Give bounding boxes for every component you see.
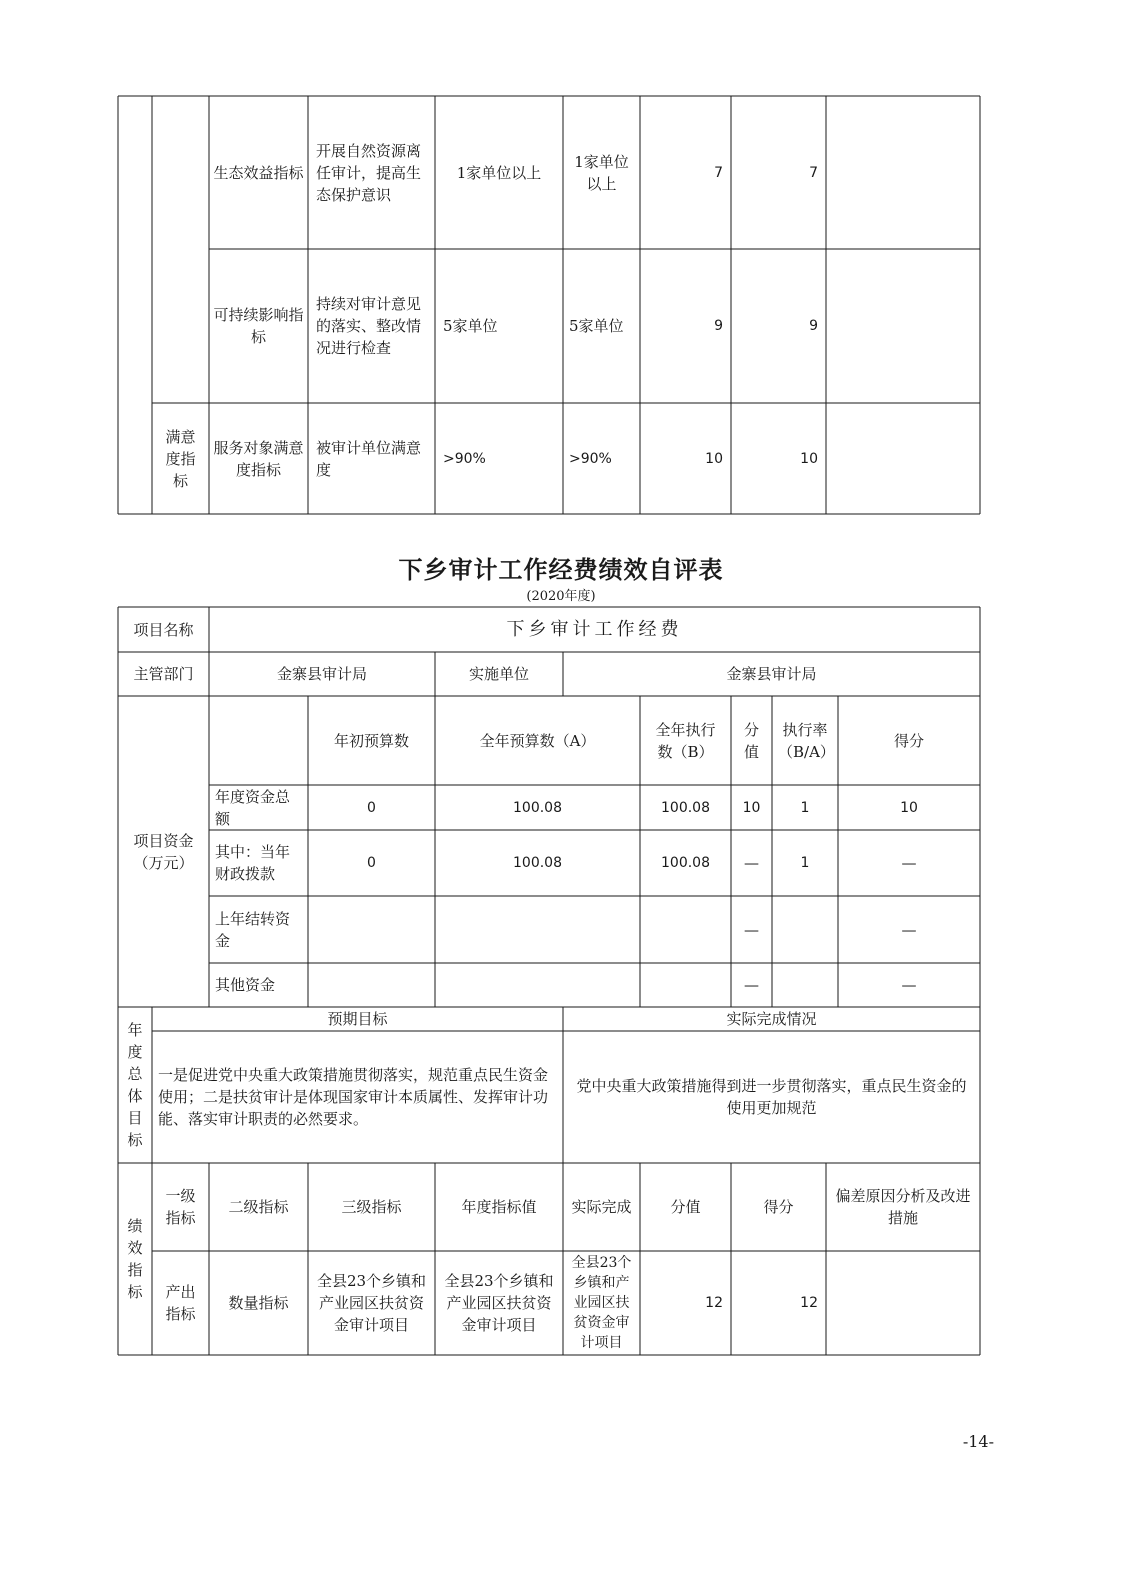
level2-cell: 数量指标 [228,1294,289,1312]
header-score: 得分 [893,731,924,750]
header-annual-budget: 全年预算数（A） [479,731,596,750]
fund-weight-cell: — [744,920,759,939]
weight-cell: 7 [714,164,723,181]
secondary-indicator-cell: 可持续影响指标 [213,306,304,346]
fund-annual-cell: 100.08 [513,799,562,816]
score-cell: 12 [800,1295,818,1311]
fund-executed-cell: 100.08 [661,799,710,816]
actual-goal-text: 党中央重大政策措施得到进一步贯彻落实，重点民生资金的使用更加规范 [576,1077,967,1117]
primary-indicator-cell: 满意度指标 [165,427,196,490]
header-deviation: 偏差原因分析及改进措施 [835,1187,971,1227]
fund-rate-cell: 1 [800,799,810,816]
header-score: 得分 [763,1198,794,1216]
fund-initial-cell: 0 [367,799,376,816]
fund-score-cell: — [901,976,917,994]
tertiary-indicator-cell: 持续对审计意见的落实、整改情况进行检查 [316,295,422,357]
fund-rate-cell [772,963,838,1007]
target-value-cell: >90% [443,450,486,467]
fund-score-cell: — [901,920,917,939]
fund-rate-cell: 1 [800,855,810,871]
weight-cell: 12 [705,1295,723,1311]
score-cell: 9 [809,318,818,334]
header-actual: 实际完成 [571,1198,632,1216]
header-exec-rate: 执行率（B/A） [778,720,835,761]
annual-target-cell: 全县23个乡镇和产业园区扶贫资金审计项目 [444,1272,554,1334]
fund-executed-cell: 100.08 [661,855,710,871]
fund-row-name: 上年结转资金 [215,909,291,950]
header-level1: 一级指标 [165,1187,196,1227]
header-level3: 三级指标 [341,1198,402,1216]
tertiary-indicator-cell: 开展自然资源离任审计，提高生态保护意识 [316,141,422,204]
dept-label: 主管部门 [133,665,194,683]
impl-unit-value: 金寨县审计局 [726,665,817,683]
secondary-indicator-cell: 服务对象满意度指标 [213,438,304,479]
weight-cell: 9 [714,318,723,334]
expected-goal-header: 预期目标 [327,1010,388,1028]
fund-weight-cell: 10 [742,799,761,816]
fund-initial-cell [308,963,435,1007]
actual-goal-header: 实际完成情况 [726,1010,817,1028]
page-number: -14- [962,1432,994,1451]
indicators-label: 绩效指标 [127,1217,143,1301]
fund-initial-cell: 0 [367,855,376,871]
fund-score-cell: — [901,854,917,872]
weight-cell: 10 [705,450,723,467]
actual-value-cell: >90% [569,450,612,467]
fund-row-name: 年度资金总额 [215,787,291,828]
score-cell: 7 [809,164,818,181]
fund-annual-cell [435,896,640,963]
header-weight: 分值 [670,1198,701,1216]
target-value-cell: 1家单位以上 [456,163,542,182]
fund-weight-cell: — [744,976,759,994]
level1-cell: 产出指标 [165,1283,196,1323]
dept-value: 金寨县审计局 [276,665,367,683]
header-annual-target: 年度指标值 [461,1198,537,1216]
impl-unit-label: 实施单位 [468,665,529,683]
score-cell: 10 [800,450,818,467]
fund-rate-cell [772,896,838,963]
fund-weight-cell: — [744,854,759,872]
form-title: 下乡审计工作经费绩效自评表 [398,556,724,584]
header-weight: 分值 [743,720,759,761]
fund-annual-cell [435,963,640,1007]
level3-cell: 全县23个乡镇和产业园区扶贫资金审计项目 [316,1272,427,1334]
fund-score-cell: 10 [900,799,918,816]
target-value-cell: 5家单位 [443,317,498,335]
header-executed: 全年执行数（B） [655,720,716,761]
fund-row-name: 其中：当年财政拨款 [215,843,291,883]
header-initial-budget: 年初预算数 [333,731,409,750]
actual-value-cell: 5家单位 [569,317,624,335]
fund-annual-cell: 100.08 [513,855,562,871]
project-name-label: 项目名称 [133,620,194,639]
deviation-cell [826,1251,980,1355]
project-name-value: 下乡审计工作经费 [506,618,683,640]
fund-executed-cell [640,963,731,1007]
secondary-indicator-cell: 生态效益指标 [213,163,304,182]
form-year: (2020年度) [526,589,596,604]
tertiary-indicator-cell: 被审计单位满意度 [316,438,422,479]
actual-cell: 全县23个乡镇和产业园区扶贫资金审计项目 [571,1255,632,1351]
fund-executed-cell [640,896,731,963]
expected-goal-text: 一是促进党中央重大政策措施贯彻落实，规范重点民生资金使用；二是扶贫审计是体现国家审计本质属性、发挥审计功能、落实审计职责的必然要求。 [158,1066,549,1128]
fund-initial-cell [308,896,435,963]
annual-goal-label: 年度总体目标 [127,1021,143,1149]
fund-row-name: 其他资金 [215,976,276,994]
actual-value-cell: 1家单位以上 [574,152,629,193]
header-level2: 二级指标 [228,1198,289,1216]
funds-label: 项目资金（万元） [133,831,194,872]
